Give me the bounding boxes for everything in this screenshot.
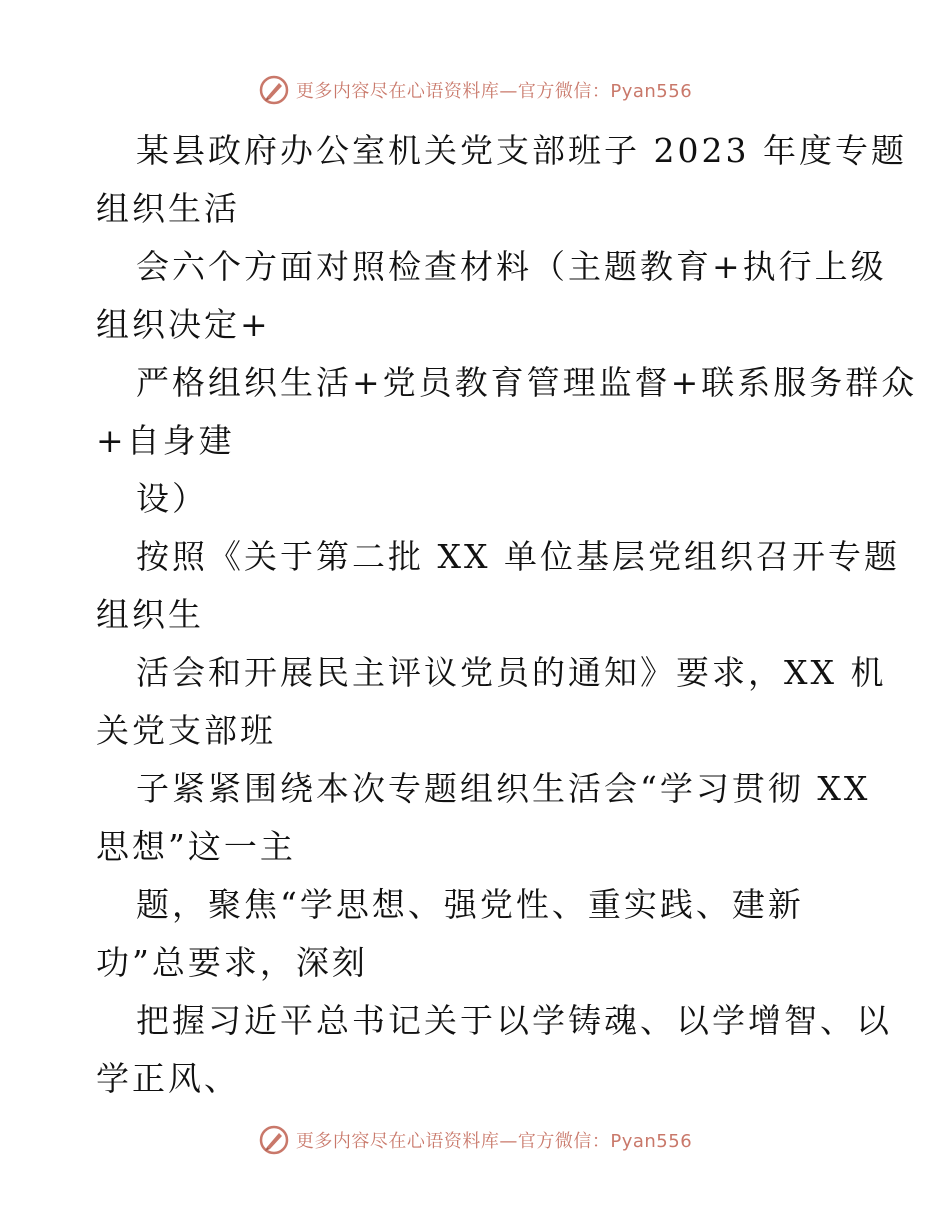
text-line: 组织生 <box>96 595 204 634</box>
text-line: 某县政府办公室机关党支部班子 2023 年度专题 <box>136 131 907 170</box>
text-line: 组织生活 <box>96 189 240 228</box>
text-line: 按照《关于第二批 XX 单位基层党组织召开专题 <box>136 537 900 576</box>
text-line: 功”总要求，深刻 <box>96 943 368 982</box>
footer-watermark-text: 更多内容尽在心语资料库—官方微信：Pyan556 <box>295 1131 693 1152</box>
text-line: +自身建 <box>96 421 235 460</box>
text-line: 活会和开展民主评议党员的通知》要求，XX 机 <box>136 653 887 692</box>
header-watermark-text: 更多内容尽在心语资料库—官方微信：Pyan556 <box>295 81 693 102</box>
text-line: 学正风、 <box>96 1059 240 1098</box>
document-body <box>96 122 918 1108</box>
header-watermark-banner <box>0 70 950 110</box>
text-line: 子紧紧围绕本次专题组织生活会“学习贯彻 XX <box>136 769 871 808</box>
text-line: 组织决定+ <box>96 305 271 344</box>
text-line: 题，聚焦“学思想、强党性、重实践、建新 <box>136 885 804 924</box>
text-line: 严格组织生活+党员教育管理监督+联系服务群众 <box>136 363 918 402</box>
text-line: 思想”这一主 <box>96 827 296 866</box>
footer-watermark-banner <box>0 1120 950 1160</box>
pen-logo-icon <box>258 1124 290 1156</box>
text-line: 关党支部班 <box>96 711 276 750</box>
text-line: 把握习近平总书记关于以学铸魂、以学增智、以 <box>136 1001 892 1040</box>
text-line: 设） <box>136 479 208 518</box>
pen-logo-icon <box>258 74 290 106</box>
text-line: 会六个方面对照检查材料（主题教育+执行上级 <box>136 247 887 286</box>
